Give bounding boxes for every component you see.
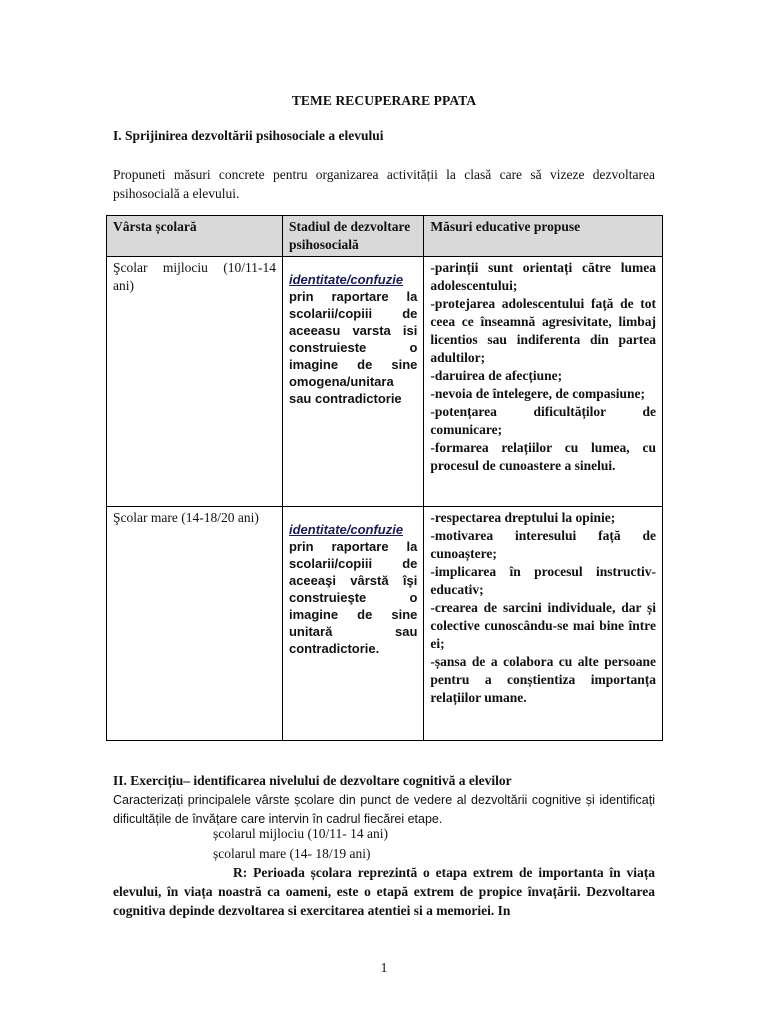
section-1-intro: Propuneti măsuri concrete pentru organizarea activității la clasă care să vizeze dezvoltarea psihosocială a elevului. bbox=[113, 167, 655, 201]
measure-item: -nevoia de întelegere, de compasiune; bbox=[430, 386, 645, 401]
measure-item: -crearea de sarcini individuale, dar și colective cunoscându-se mai bine între ei; bbox=[430, 600, 656, 651]
measure-item: -protejarea adolescentului față de tot ceea ce înseamnă agresivitate, limbaj licentios sau indiferenta din partea adultilor; bbox=[430, 296, 656, 365]
stage-title: identitate/confuzie bbox=[288, 522, 404, 537]
measure-item: -motivarea interesului față de cunoaștere; bbox=[430, 528, 656, 561]
age-cell: Şcolar mare (14-18/20 ani) bbox=[107, 507, 283, 741]
measures-table bbox=[106, 215, 663, 741]
header-measures: Măsuri educative propuse bbox=[424, 216, 663, 257]
measure-item: -respectarea dreptului la opinie; bbox=[430, 510, 616, 525]
stage-text: prin raportare la scolarii/copiii de aceeasu varsta isi construieste o imagine de sine omogena/unitara sau contradictorie bbox=[288, 289, 418, 406]
stage-text: prin raportare la scolarii/copiii de aceeaşi vârstă îşi construieşte o imagine de sine unitară sau contradictorie. bbox=[288, 539, 418, 656]
section-1-heading: I. Sprijinirea dezvoltării psihosociale a elevului bbox=[113, 128, 384, 143]
stage-cell bbox=[282, 507, 423, 741]
section-2-heading: II. Exercițiu– identificarea nivelului de dezvoltare cognitivă a elevilor bbox=[113, 773, 512, 788]
header-age: Vârsta școlară bbox=[107, 216, 283, 257]
page-number: 1 bbox=[380, 960, 388, 975]
measure-item: -implicarea în procesul instructiv-educativ; bbox=[430, 564, 656, 597]
document-title: TEME RECUPERARE PPATA bbox=[291, 93, 477, 108]
measure-item: -șansa de a colabora cu alte persoane pentru a conștientiza importanța relațiilor umane. bbox=[430, 654, 656, 705]
stage-cell bbox=[282, 257, 423, 507]
measures-cell bbox=[424, 507, 663, 741]
table-row bbox=[107, 507, 663, 741]
list-item: școlarul mijlociu (10/11- 14 ani) bbox=[213, 826, 388, 841]
measure-item: -parinții sunt orientați către lumea adolescentului; bbox=[430, 260, 656, 293]
answer-text: R: Perioada școlara reprezintă o etapa extrem de importanta în viața elevului, în viața noastră ca oameni, este o etapă extrem de propice învațării. Dezvoltarea cognitiva depinde dezvoltarea si exercitarea atentiei si a memoriei. In bbox=[113, 865, 655, 918]
list-item: școlarul mare (14- 18/19 ani) bbox=[213, 846, 371, 861]
age-cell: Şcolar mijlociu (10/11-14 ani) bbox=[107, 257, 283, 507]
table-row bbox=[107, 257, 663, 507]
section-2-intro: Caracterizați principalele vârste școlare din punct de vedere al dezvoltării cognitive și identificați dificultățile de învățare care intervin în cadrul fiecărei etape. bbox=[113, 793, 655, 826]
measure-item: -potențarea dificultăților de comunicare; bbox=[430, 404, 656, 437]
table-header-row bbox=[107, 216, 663, 257]
measures-cell bbox=[424, 257, 663, 507]
measure-item: -daruirea de afecțiune; bbox=[430, 368, 563, 383]
stage-title: identitate/confuzie bbox=[288, 272, 404, 287]
header-stage: Stadiul de dezvoltare psihosocială bbox=[282, 216, 423, 257]
measure-item: -formarea relațiilor cu lumea, cu procesul de cunoastere a sinelui. bbox=[430, 440, 656, 473]
